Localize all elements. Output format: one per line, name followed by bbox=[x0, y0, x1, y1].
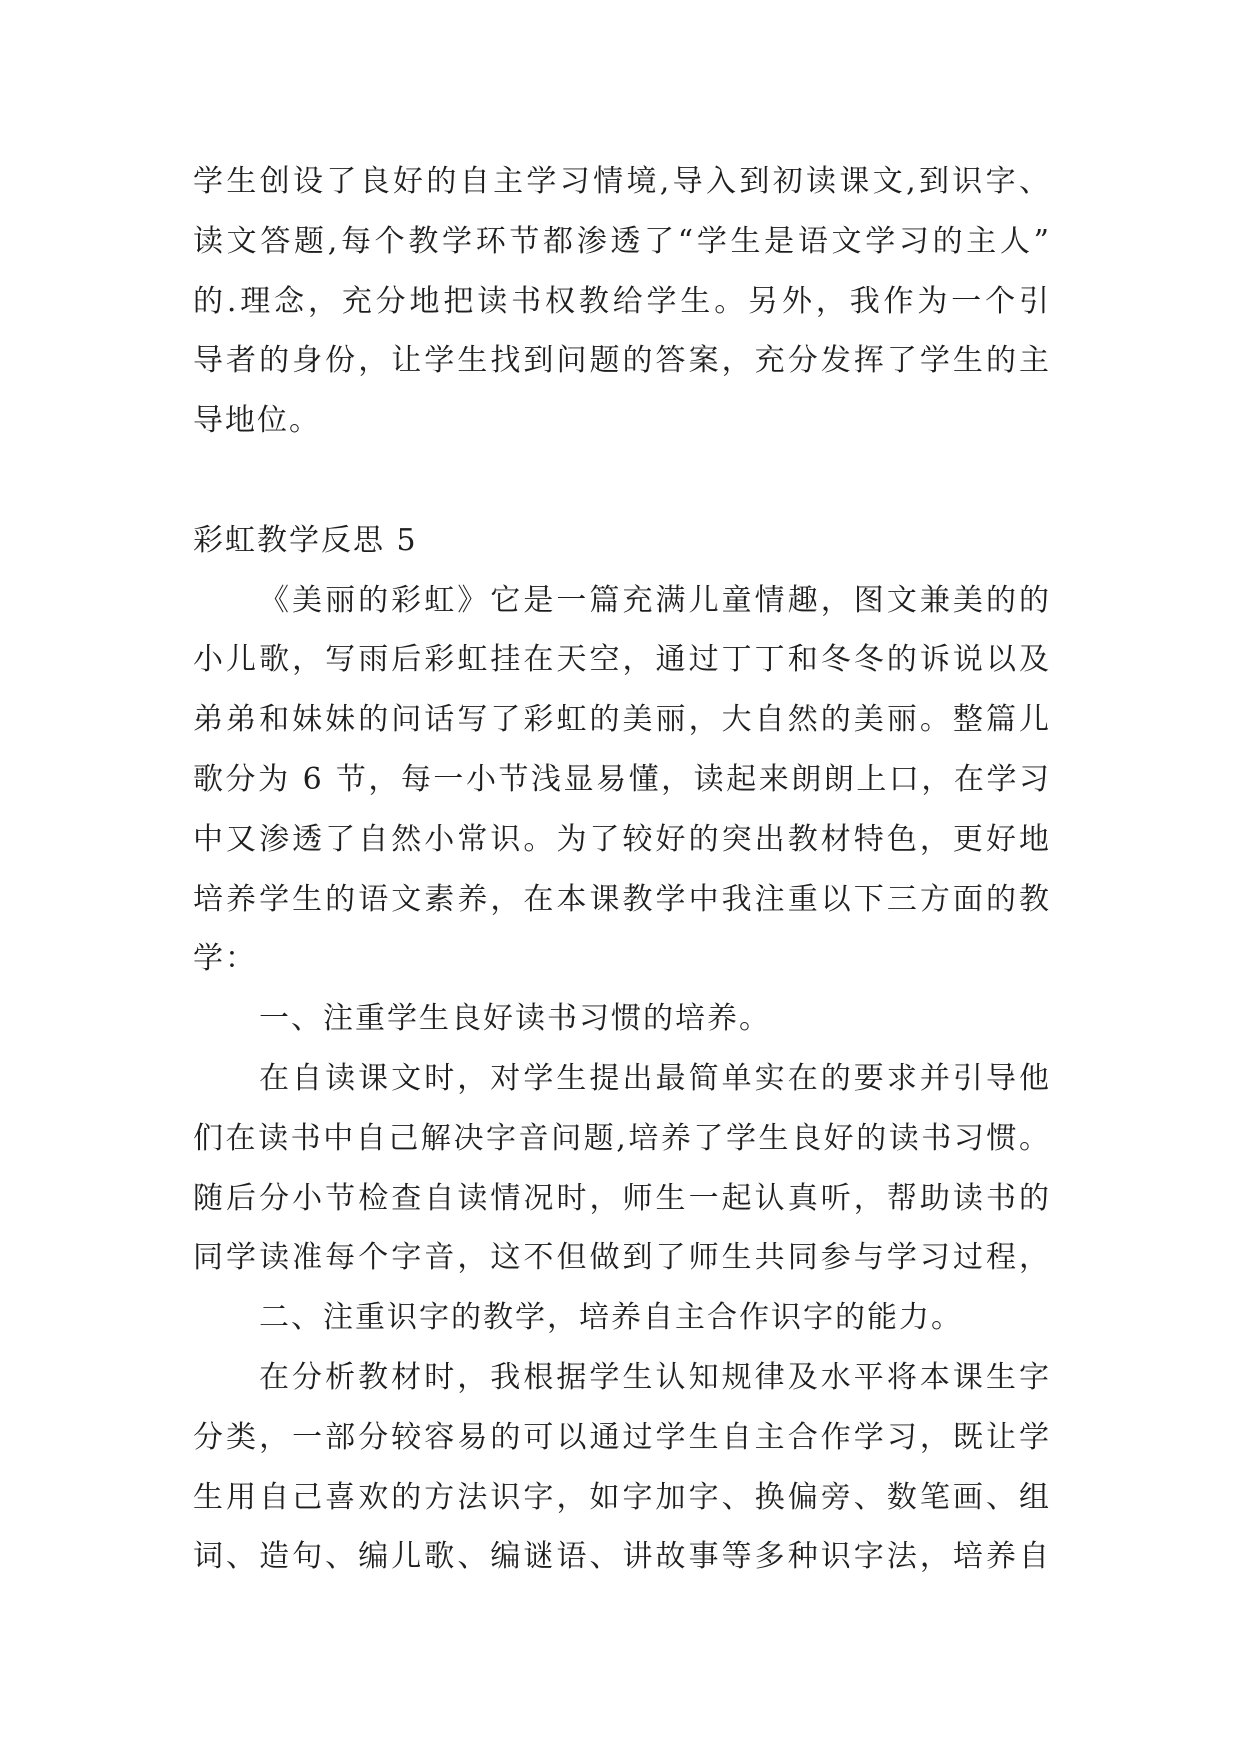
text-line: 导地位。 bbox=[193, 403, 321, 439]
text-line: 词、造句、编儿歌、编谜语、讲故事等多种识字法，培养自 bbox=[193, 1539, 1051, 1575]
paragraph bbox=[193, 571, 1051, 990]
text-line: 歌分为 6 节，每一小节浅显易懂，读起来朗朗上口，在学习 bbox=[193, 761, 1051, 797]
text-line: 弟弟和妹妹的问话写了彩虹的美丽，大自然的美丽。整篇儿 bbox=[193, 702, 1051, 738]
text-line: 在分析教材时，我根据学生认知规律及水平将本课生字 bbox=[259, 1359, 1051, 1395]
subheading-paragraph bbox=[193, 989, 1051, 1049]
text-line: 在自读课文时，对学生提出最简单实在的要求并引导他 bbox=[259, 1060, 1051, 1096]
text-line: 学生创设了良好的自主学习情境,导入到初读课文,到识字、 bbox=[193, 164, 1051, 199]
paragraph bbox=[193, 1348, 1051, 1587]
text-line: 的.理念，充分地把读书权教给学生。另外，我作为一个引 bbox=[193, 283, 1051, 319]
intro-paragraph bbox=[193, 152, 1051, 451]
text-line: 读文答题,每个教学环节都渗透了“学生是语文学习的主人” bbox=[193, 223, 1051, 259]
text-line: 中又渗透了自然小常识。为了较好的突出教材特色，更好地 bbox=[193, 821, 1051, 857]
text-line: 们在读书中自己解决字音问题,培养了学生良好的读书习惯。 bbox=[193, 1120, 1051, 1156]
text-line: 生用自己喜欢的方法识字，如字加字、换偏旁、数笔画、组 bbox=[193, 1479, 1051, 1515]
text-line: 导者的身份，让学生找到问题的答案，充分发挥了学生的主 bbox=[193, 343, 1051, 379]
paragraph bbox=[193, 1049, 1051, 1288]
text-line: 一、注重学生良好读书习惯的培养。 bbox=[259, 1001, 771, 1037]
text-line: 分类，一部分较容易的可以通过学生自主合作学习，既让学 bbox=[193, 1419, 1051, 1455]
blank-line bbox=[193, 451, 1051, 511]
text-line: 学： bbox=[193, 941, 257, 977]
section-title: 彩虹教学反思 5 bbox=[193, 522, 418, 558]
text-line: 《美丽的彩虹》它是一篇充满儿童情趣，图文兼美的的 bbox=[259, 582, 1051, 618]
text-line: 小儿歌，写雨后彩虹挂在天空，通过丁丁和冬冬的诉说以及 bbox=[193, 642, 1051, 678]
document-page bbox=[193, 152, 1051, 1587]
text-line: 随后分小节检查自读情况时，师生一起认真听，帮助读书的 bbox=[193, 1180, 1051, 1216]
text-line: 二、注重识字的教学，培养自主合作识字的能力。 bbox=[259, 1300, 963, 1336]
subheading-paragraph bbox=[193, 1288, 1051, 1348]
text-line: 培养学生的语文素养，在本课教学中我注重以下三方面的教 bbox=[193, 881, 1051, 917]
text-line: 同学读准每个字音，这不但做到了师生共同参与学习过程， bbox=[193, 1240, 1051, 1276]
